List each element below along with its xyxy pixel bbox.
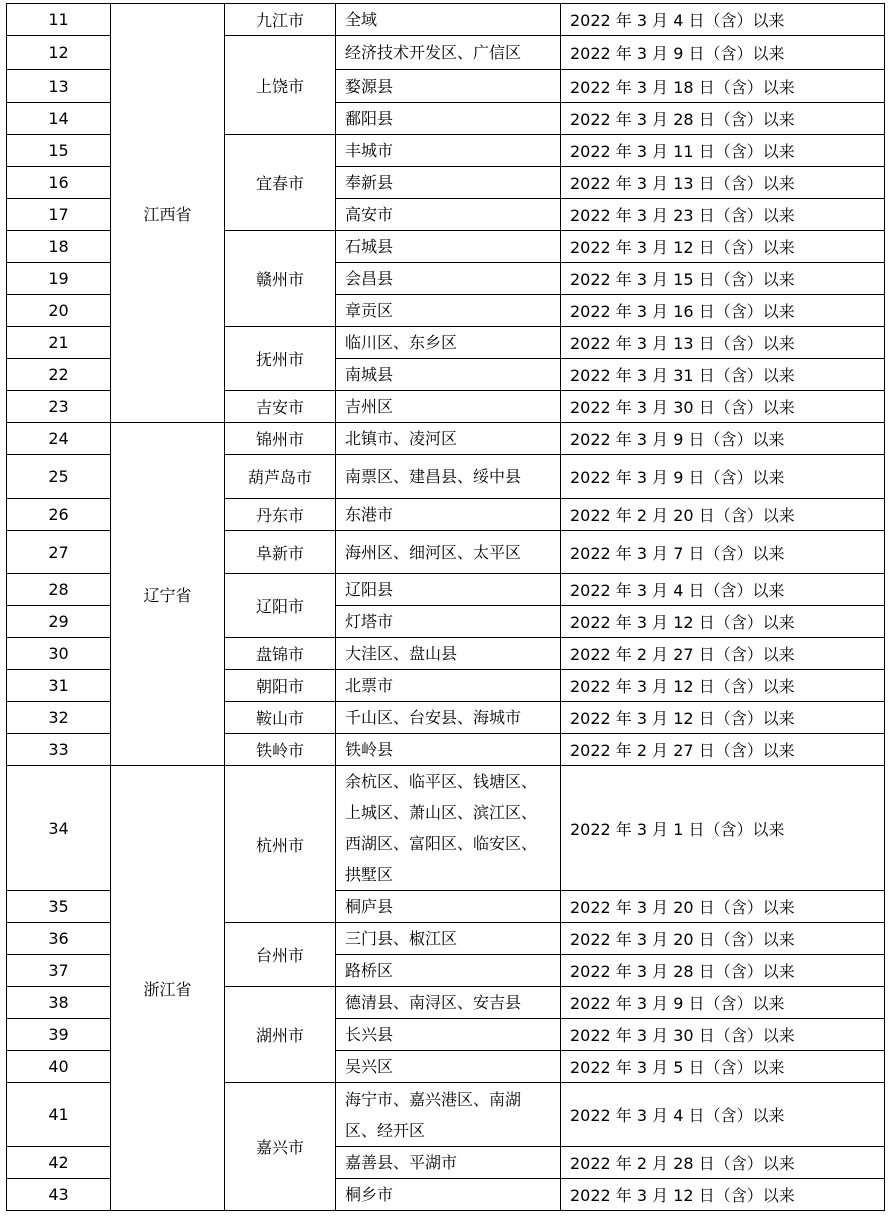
district-cell: 南票区、建昌县、绥中县 (336, 455, 561, 499)
district-cell: 余杭区、临平区、钱塘区、上城区、萧山区、滨江区、西湖区、富阳区、临安区、拱墅区 (336, 766, 561, 891)
district-cell: 灯塔市 (336, 606, 561, 638)
city-cell: 宜春市 (225, 135, 336, 231)
district-cell: 德清县、南浔区、安吉县 (336, 987, 561, 1019)
row-number-cell: 22 (7, 359, 111, 391)
district-cell: 路桥区 (336, 955, 561, 987)
city-cell: 嘉兴市 (225, 1083, 336, 1211)
date-cell: 2022 年 3 月 12 日（含）以来 (561, 606, 885, 638)
region-table-body (7, 4, 885, 1211)
date-cell: 2022 年 3 月 30 日（含）以来 (561, 1019, 885, 1051)
date-cell: 2022 年 3 月 13 日（含）以来 (561, 167, 885, 199)
city-cell: 九江市 (225, 4, 336, 36)
row-number-cell: 40 (7, 1051, 111, 1083)
row-number-cell: 37 (7, 955, 111, 987)
table-row (7, 4, 885, 36)
district-cell: 鄱阳县 (336, 103, 561, 135)
city-cell: 盘锦市 (225, 638, 336, 670)
district-cell: 南城县 (336, 359, 561, 391)
date-cell: 2022 年 3 月 18 日（含）以来 (561, 70, 885, 103)
row-number-cell: 30 (7, 638, 111, 670)
row-number-cell: 33 (7, 734, 111, 766)
district-cell: 会昌县 (336, 263, 561, 295)
city-cell: 铁岭市 (225, 734, 336, 766)
district-cell: 石城县 (336, 231, 561, 263)
city-cell: 葫芦岛市 (225, 455, 336, 499)
row-number-cell: 42 (7, 1147, 111, 1179)
date-cell: 2022 年 3 月 9 日（含）以来 (561, 987, 885, 1019)
row-number-cell: 32 (7, 702, 111, 734)
date-cell: 2022 年 3 月 13 日（含）以来 (561, 327, 885, 359)
date-cell: 2022 年 3 月 7 日（含）以来 (561, 531, 885, 574)
city-cell: 湖州市 (225, 987, 336, 1083)
date-cell: 2022 年 3 月 1 日（含）以来 (561, 766, 885, 891)
row-number-cell: 14 (7, 103, 111, 135)
row-number-cell: 17 (7, 199, 111, 231)
district-cell: 千山区、台安县、海城市 (336, 702, 561, 734)
district-cell: 丰城市 (336, 135, 561, 167)
date-cell: 2022 年 3 月 15 日（含）以来 (561, 263, 885, 295)
city-cell: 上饶市 (225, 36, 336, 135)
row-number-cell: 23 (7, 391, 111, 423)
district-cell: 桐庐县 (336, 891, 561, 923)
date-cell: 2022 年 3 月 4 日（含）以来 (561, 4, 885, 36)
date-cell: 2022 年 3 月 9 日（含）以来 (561, 423, 885, 455)
district-cell: 东港市 (336, 499, 561, 531)
row-number-cell: 19 (7, 263, 111, 295)
row-number-cell: 39 (7, 1019, 111, 1051)
district-cell: 海宁市、嘉兴港区、南湖区、经开区 (336, 1083, 561, 1147)
district-cell: 章贡区 (336, 295, 561, 327)
city-cell: 台州市 (225, 923, 336, 987)
city-cell: 鞍山市 (225, 702, 336, 734)
row-number-cell: 12 (7, 36, 111, 70)
date-cell: 2022 年 3 月 4 日（含）以来 (561, 574, 885, 606)
date-cell: 2022 年 3 月 28 日（含）以来 (561, 103, 885, 135)
row-number-cell: 24 (7, 423, 111, 455)
table-row (7, 423, 885, 455)
row-number-cell: 43 (7, 1179, 111, 1211)
date-cell: 2022 年 3 月 31 日（含）以来 (561, 359, 885, 391)
row-number-cell: 36 (7, 923, 111, 955)
row-number-cell: 25 (7, 455, 111, 499)
row-number-cell: 41 (7, 1083, 111, 1147)
row-number-cell: 34 (7, 766, 111, 891)
province-cell: 辽宁省 (111, 423, 225, 766)
district-cell: 桐乡市 (336, 1179, 561, 1211)
row-number-cell: 28 (7, 574, 111, 606)
district-cell: 三门县、椒江区 (336, 923, 561, 955)
city-cell: 辽阳市 (225, 574, 336, 638)
row-number-cell: 16 (7, 167, 111, 199)
district-cell: 吴兴区 (336, 1051, 561, 1083)
region-table (6, 3, 885, 1211)
row-number-cell: 26 (7, 499, 111, 531)
row-number-cell: 20 (7, 295, 111, 327)
date-cell: 2022 年 3 月 4 日（含）以来 (561, 1083, 885, 1147)
date-cell: 2022 年 3 月 16 日（含）以来 (561, 295, 885, 327)
city-cell: 抚州市 (225, 327, 336, 391)
district-cell: 高安市 (336, 199, 561, 231)
district-cell: 婺源县 (336, 70, 561, 103)
row-number-cell: 11 (7, 4, 111, 36)
district-cell: 辽阳县 (336, 574, 561, 606)
row-number-cell: 27 (7, 531, 111, 574)
district-cell: 奉新县 (336, 167, 561, 199)
district-cell: 大洼区、盘山县 (336, 638, 561, 670)
district-cell: 北镇市、凌河区 (336, 423, 561, 455)
row-number-cell: 31 (7, 670, 111, 702)
date-cell: 2022 年 3 月 20 日（含）以来 (561, 923, 885, 955)
district-cell: 北票市 (336, 670, 561, 702)
date-cell: 2022 年 3 月 5 日（含）以来 (561, 1051, 885, 1083)
district-cell: 海州区、细河区、太平区 (336, 531, 561, 574)
date-cell: 2022 年 3 月 28 日（含）以来 (561, 955, 885, 987)
date-cell: 2022 年 2 月 20 日（含）以来 (561, 499, 885, 531)
city-cell: 吉安市 (225, 391, 336, 423)
district-cell: 吉州区 (336, 391, 561, 423)
province-cell: 江西省 (111, 4, 225, 423)
date-cell: 2022 年 3 月 12 日（含）以来 (561, 702, 885, 734)
city-cell: 赣州市 (225, 231, 336, 327)
district-cell: 铁岭县 (336, 734, 561, 766)
date-cell: 2022 年 3 月 9 日（含）以来 (561, 36, 885, 70)
row-number-cell: 13 (7, 70, 111, 103)
city-cell: 丹东市 (225, 499, 336, 531)
date-cell: 2022 年 3 月 12 日（含）以来 (561, 670, 885, 702)
row-number-cell: 21 (7, 327, 111, 359)
table-row (7, 766, 885, 891)
date-cell: 2022 年 3 月 12 日（含）以来 (561, 231, 885, 263)
date-cell: 2022 年 2 月 27 日（含）以来 (561, 734, 885, 766)
district-cell: 全域 (336, 4, 561, 36)
city-cell: 阜新市 (225, 531, 336, 574)
date-cell: 2022 年 2 月 28 日（含）以来 (561, 1147, 885, 1179)
district-cell: 临川区、东乡区 (336, 327, 561, 359)
district-cell: 长兴县 (336, 1019, 561, 1051)
city-cell: 杭州市 (225, 766, 336, 923)
date-cell: 2022 年 3 月 20 日（含）以来 (561, 891, 885, 923)
province-cell: 浙江省 (111, 766, 225, 1211)
date-cell: 2022 年 3 月 9 日（含）以来 (561, 455, 885, 499)
row-number-cell: 35 (7, 891, 111, 923)
row-number-cell: 15 (7, 135, 111, 167)
city-cell: 朝阳市 (225, 670, 336, 702)
city-cell: 锦州市 (225, 423, 336, 455)
date-cell: 2022 年 3 月 11 日（含）以来 (561, 135, 885, 167)
date-cell: 2022 年 3 月 12 日（含）以来 (561, 1179, 885, 1211)
date-cell: 2022 年 3 月 23 日（含）以来 (561, 199, 885, 231)
row-number-cell: 38 (7, 987, 111, 1019)
row-number-cell: 18 (7, 231, 111, 263)
district-cell: 嘉善县、平湖市 (336, 1147, 561, 1179)
district-cell: 经济技术开发区、广信区 (336, 36, 561, 70)
date-cell: 2022 年 2 月 27 日（含）以来 (561, 638, 885, 670)
row-number-cell: 29 (7, 606, 111, 638)
date-cell: 2022 年 3 月 30 日（含）以来 (561, 391, 885, 423)
